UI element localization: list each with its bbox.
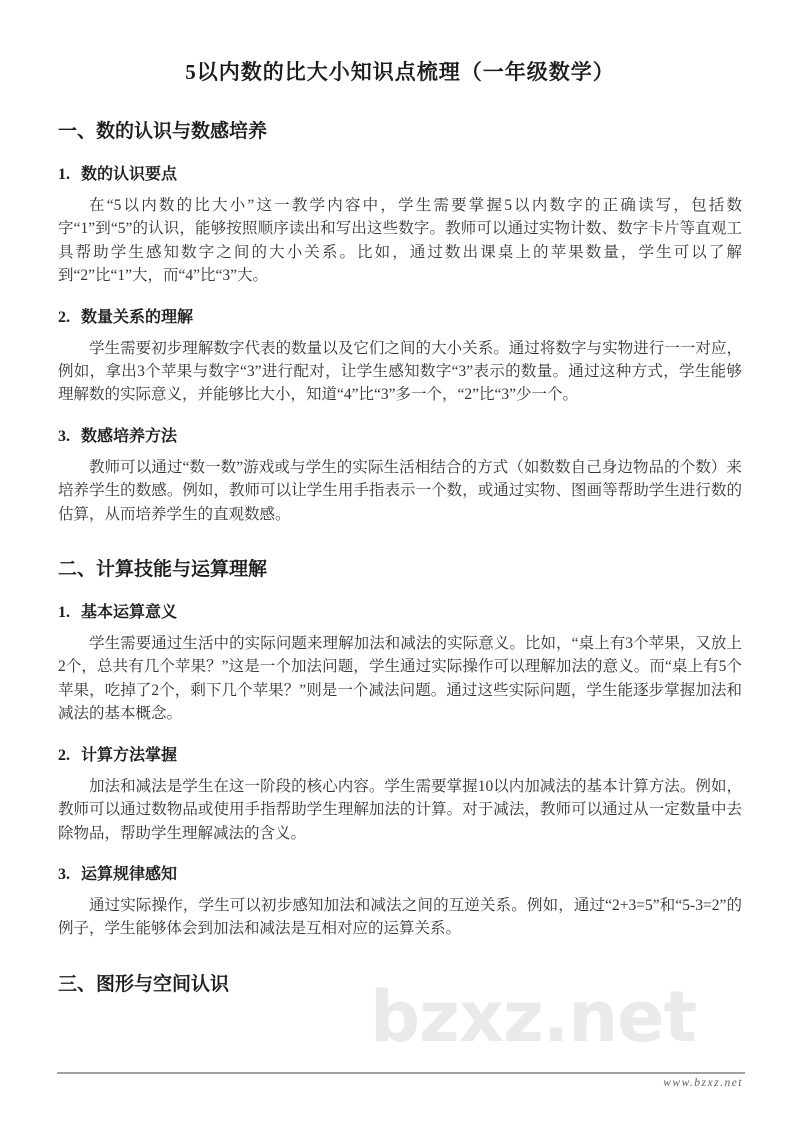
item-heading bbox=[58, 601, 742, 624]
item-body: 学生需要初步理解数字代表的数量以及它们之间的大小关系。通过将数字与实物进行一一对应，例如，拿出3个苹果与数字“3”进行配对，让学生感知数字“3”表示的数量。通过这种方式，学生能够理解数的实际意义，并能够比大小，知道“4”比“3”多一个，“2”比“3”少一个。 bbox=[58, 339, 742, 404]
item-title: 数量关系的理解 bbox=[81, 308, 194, 326]
section-number-recognition bbox=[58, 118, 742, 526]
knowledge-item bbox=[58, 306, 742, 407]
knowledge-item bbox=[58, 601, 742, 726]
item-title: 数的认识要点 bbox=[81, 166, 178, 183]
knowledge-item bbox=[58, 163, 742, 288]
item-number: 3. bbox=[58, 427, 70, 445]
knowledge-item bbox=[58, 863, 742, 941]
section-calculation-skills bbox=[58, 556, 742, 941]
item-title: 基本运算意义 bbox=[81, 604, 178, 622]
item-heading bbox=[58, 744, 742, 767]
page-title: 5以内数的比大小知识点梳理（一年级数学） bbox=[185, 60, 615, 84]
section-heading: 二、计算技能与运算理解 bbox=[58, 559, 268, 581]
item-heading bbox=[58, 163, 742, 186]
item-body: 在“5以内数的比大小”这一教学内容中，学生需要掌握5以内数字的正确读写，包括数字“1”到“5”的认识，能够按照顺序读出和写出这些数字。教师可以通过实物计数、数字卡片等直观工具帮助学生感知数字之间的大小关系。比如，通过数出课桌上的苹果数量，学生可以了解到“2”比“1”大，而“4”比“3”大。 bbox=[58, 197, 742, 285]
item-title: 运算规律感知 bbox=[81, 865, 178, 883]
item-body: 加法和减法是学生在这一阶段的核心内容。学生需要掌握10以内加减法的基本计算方法。例如，教师可以通过数物品或使用手指帮助学生理解加法的计算。对于减法，教师可以通过从一定数量中去除物品，帮助学生理解减法的含义。 bbox=[58, 777, 742, 842]
knowledge-item bbox=[58, 744, 742, 845]
item-heading bbox=[58, 863, 742, 886]
item-number: 2. bbox=[58, 746, 70, 764]
item-number: 1. bbox=[58, 604, 70, 622]
item-number: 1. bbox=[58, 166, 70, 183]
watermark: bzxz.net bbox=[370, 976, 697, 1058]
item-heading bbox=[58, 306, 742, 329]
footer-divider bbox=[57, 1072, 745, 1074]
item-heading bbox=[58, 425, 742, 448]
item-title: 计算方法掌握 bbox=[81, 746, 178, 764]
item-body: 通过实际操作，学生可以初步感知加法和减法之间的互逆关系。例如，通过“2+3=5”和“5-3=2”的例子，学生能够体会到加法和减法是互相对应的运算关系。 bbox=[58, 896, 742, 938]
item-number: 3. bbox=[58, 865, 70, 883]
item-body: 教师可以通过“数一数”游戏或与学生的实际生活相结合的方式（如数数自己身边物品的个数）来培养学生的数感。例如，教师可以让学生用手指表示一个数，或通过实物、图画等帮助学生进行数的估算，从而培养学生的直观数感。 bbox=[58, 458, 742, 523]
section-shapes-space bbox=[58, 971, 742, 998]
item-number: 2. bbox=[58, 308, 70, 326]
item-body: 学生需要通过生活中的实际问题来理解加法和减法的实际意义。比如，“桌上有3个苹果，又放上2个，总共有几个苹果？”这是一个加法问题，学生通过实际操作可以理解加法的意义。而“桌上有5个苹果，吃掉了2个，剩下几个苹果？”则是一个减法问题。通过这些实际问题，学生能逐步掌握加法和减法的基本概念。 bbox=[58, 635, 742, 723]
section-heading: 三、图形与空间认识 bbox=[58, 973, 230, 995]
section-heading: 一、数的认识与数感培养 bbox=[58, 121, 268, 142]
item-title: 数感培养方法 bbox=[81, 427, 178, 445]
footer-url: www.bzxz.net bbox=[663, 1077, 743, 1089]
knowledge-item bbox=[58, 425, 742, 526]
